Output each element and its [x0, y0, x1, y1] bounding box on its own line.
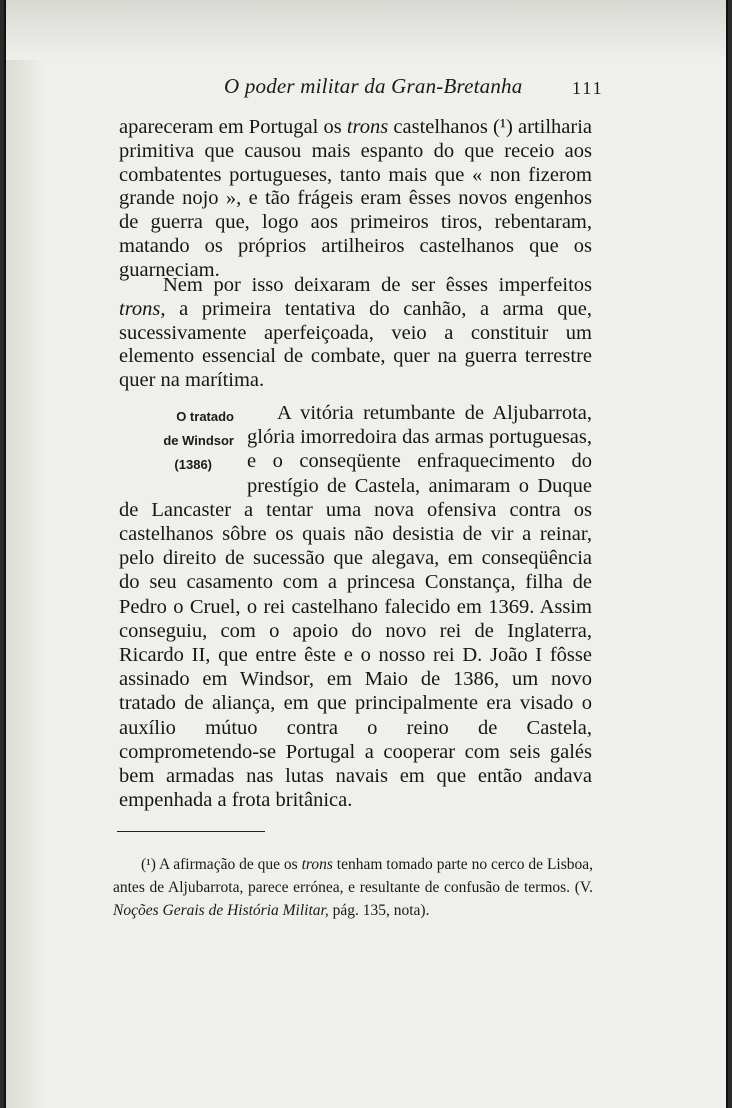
paragraph-2	[119, 274, 592, 393]
footnote-reference-title: Noções Gerais de História Militar,	[113, 902, 329, 919]
page-left-shadow	[6, 60, 46, 1108]
running-title: O poder militar da Gran-Bretanha	[224, 74, 523, 98]
margin-note-space	[119, 401, 247, 497]
footnote-trons: trons	[301, 856, 333, 873]
footnote-part-1: (¹) A afirmação de que os	[141, 856, 302, 873]
footnote-part-3: pág. 135, nota).	[328, 902, 430, 919]
footnote-rule	[117, 831, 265, 832]
paragraph-2-part-1: Nem por isso deixaram de ser êsses imperfeitos	[163, 274, 592, 296]
margin-note-line-1: O tratado	[176, 409, 234, 424]
page-number: 111	[572, 78, 604, 98]
footnote-part-2: tenham tomado parte no cerco de Lisboa, antes de Aljubarrota, parece errónea, e resultante de confusão de termos. (V.	[113, 856, 594, 896]
margin-note-year: (1386)	[174, 457, 212, 472]
book-page	[4, 0, 728, 1108]
paragraph-1-trons: trons	[346, 116, 389, 138]
paragraph-2-part-2: a primeira tentativa do canhão, a arma que, sucessivamente aperfeiçoada, veio a constituir um elemento essencial de combate, quer na guerra terrestre quer na marítima.	[119, 297, 592, 392]
paragraph-1	[119, 116, 592, 283]
footnote	[113, 853, 593, 922]
margin-note-line-2: de Windsor	[163, 433, 234, 448]
paragraph-2-trons: trons,	[119, 297, 166, 320]
page-top-shadow	[6, 0, 726, 60]
paragraph-3	[119, 401, 592, 812]
paragraph-3-text: A vitória retumbante de Aljubarrota, glória imorredoira das armas portuguesas, e o conseqüente enfraquecimento do prestígio de Castela, animaram o Duque de Lancaster a tentar uma nova ofensiva contra os castelhanos sôbre os quais não desistia de vir a reinar, pelo direito de sucessão que alegava, em conseqüência do seu casamento com a princesa Constança, filha de Pedro o Cruel, o rei castelhano falecido em 1369. Assim conseguiu, com o apoio do novo rei de Inglaterra, Ricardo II, que entre êste e o nosso rei D. João I fôsse assinado em Windsor, em Maio de 1386, um novo tratado de aliança, em que principalmente era visado o auxílio mútuo contra o reino de Castela, comprometendo-se Portugal a cooperar com seis galés bem armadas nas lutas navais em que então andava empenhada a frota britânica.	[119, 402, 592, 812]
page-header	[6, 72, 726, 102]
paragraph-1-part-1: apareceram em Portugal os	[119, 116, 347, 138]
paragraph-1-part-2: castelhanos (¹) artilharia primitiva que causou mais espanto do que receio aos combatentes portugueses, tanto mais que « non fizerom grande nojo », e tão frágeis eram êsses novos engenhos de guerra que, logo aos primeiros tiros, rebentaram, matando os próprios artilheiros castelhanos que os guarneciam.	[119, 116, 592, 281]
